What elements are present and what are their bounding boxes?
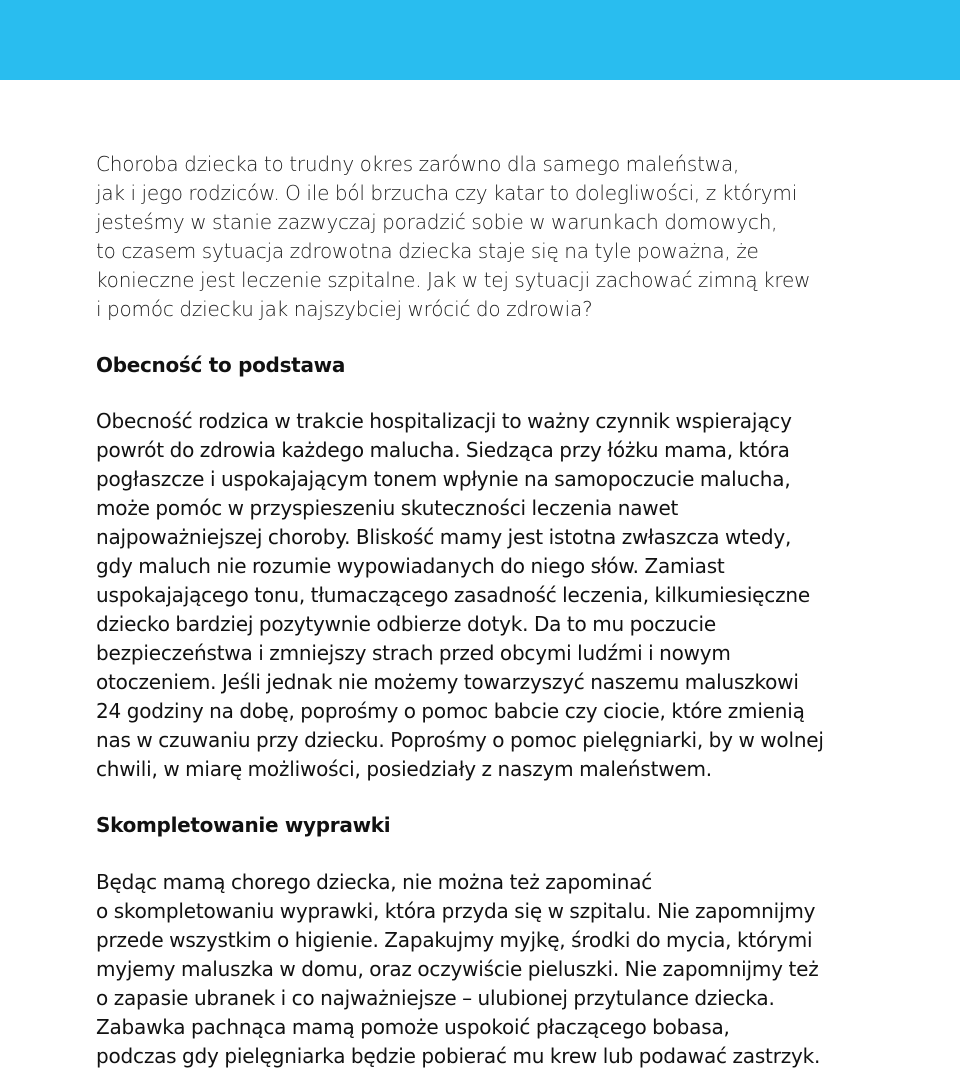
- presence-line: 24 godziny na dobę, poprośmy o pomoc babcie czy ciocie, które zmienią: [96, 699, 805, 723]
- intro-line: konieczne jest leczenie szpitalne. Jak w tej sytuacji zachować zimną krew: [96, 268, 811, 292]
- intro-line: jesteśmy w stanie zazwyczaj poradzić sobie w warunkach domowych,: [96, 210, 778, 234]
- intro-line: jak i jego rodziców. O ile ból brzucha czy katar to dolegliwości, z którymi: [96, 181, 798, 205]
- article-body: [96, 150, 876, 1071]
- presence-line: może pomóc w przyspieszeniu skuteczności leczenia nawet: [96, 496, 679, 520]
- layette-line: o skompletowaniu wyprawki, która przyda się w szpitalu. Nie zapomnijmy: [96, 899, 816, 923]
- presence-line: gdy maluch nie rozumie wypowiadanych do niego słów. Zamiast: [96, 554, 725, 578]
- presence-line: bezpieczeństwa i zmniejszy strach przed obcymi ludźmi i nowym: [96, 641, 731, 665]
- intro-line: i pomóc dziecku jak najszybciej wrócić do zdrowia?: [96, 297, 593, 321]
- layette-line: Będąc mamą chorego dziecka, nie można też zapominać: [96, 870, 653, 894]
- presence-paragraph: [96, 407, 876, 784]
- layette-line: Zabawka pachnąca mamą pomoże uspokoić płaczącego bobasa,: [96, 1015, 730, 1039]
- intro-line: to czasem sytuacja zdrowotna dziecka staje się na tyle poważna, że: [96, 239, 759, 263]
- layette-line: przede wszystkim o higienie. Zapakujmy myjkę, środki do mycia, którymi: [96, 928, 813, 952]
- layette-line: podczas gdy pielęgniarka będzie pobierać mu krew lub podawać zastrzyk.: [96, 1044, 821, 1068]
- layette-paragraph: [96, 868, 876, 1071]
- presence-line: uspokajającego tonu, tłumaczącego zasadność leczenia, kilkumiesięczne: [96, 583, 810, 607]
- section-heading-layette: Skompletowanie wyprawki: [96, 813, 391, 837]
- presence-line: najpoważniejszej choroby. Bliskość mamy jest istotna zwłaszcza wtedy,: [96, 525, 792, 549]
- presence-line: nas w czuwaniu przy dziecku. Poprośmy o pomoc pielęgniarki, by w wolnej: [96, 728, 824, 752]
- layette-line: myjemy maluszka w domu, oraz oczywiście pieluszki. Nie zapomnijmy też: [96, 957, 819, 981]
- presence-line: pogłaszcze i uspokajającym tonem wpłynie na samopoczucie malucha,: [96, 467, 791, 491]
- presence-line: powrót do zdrowia każdego malucha. Siedząca przy łóżku mama, która: [96, 438, 790, 462]
- layette-line: o zapasie ubranek i co najważniejsze – ulubionej przytulance dziecka.: [96, 986, 775, 1010]
- presence-line: otoczeniem. Jeśli jednak nie możemy towarzyszyć naszemu maluszkowi: [96, 670, 799, 694]
- presence-line: dziecko bardziej pozytywnie odbierze dotyk. Da to mu poczucie: [96, 612, 717, 636]
- intro-paragraph: [96, 150, 876, 324]
- presence-line: Obecność rodzica w trakcie hospitalizacji to ważny czynnik wspierający: [96, 409, 792, 433]
- section-heading-presence: Obecność to podstawa: [96, 353, 346, 377]
- intro-line: Choroba dziecka to trudny okres zarówno dla samego maleństwa,: [96, 152, 740, 176]
- header-band: [0, 0, 960, 80]
- presence-line: chwili, w miarę możliwości, posiedziały z naszym maleństwem.: [96, 757, 712, 781]
